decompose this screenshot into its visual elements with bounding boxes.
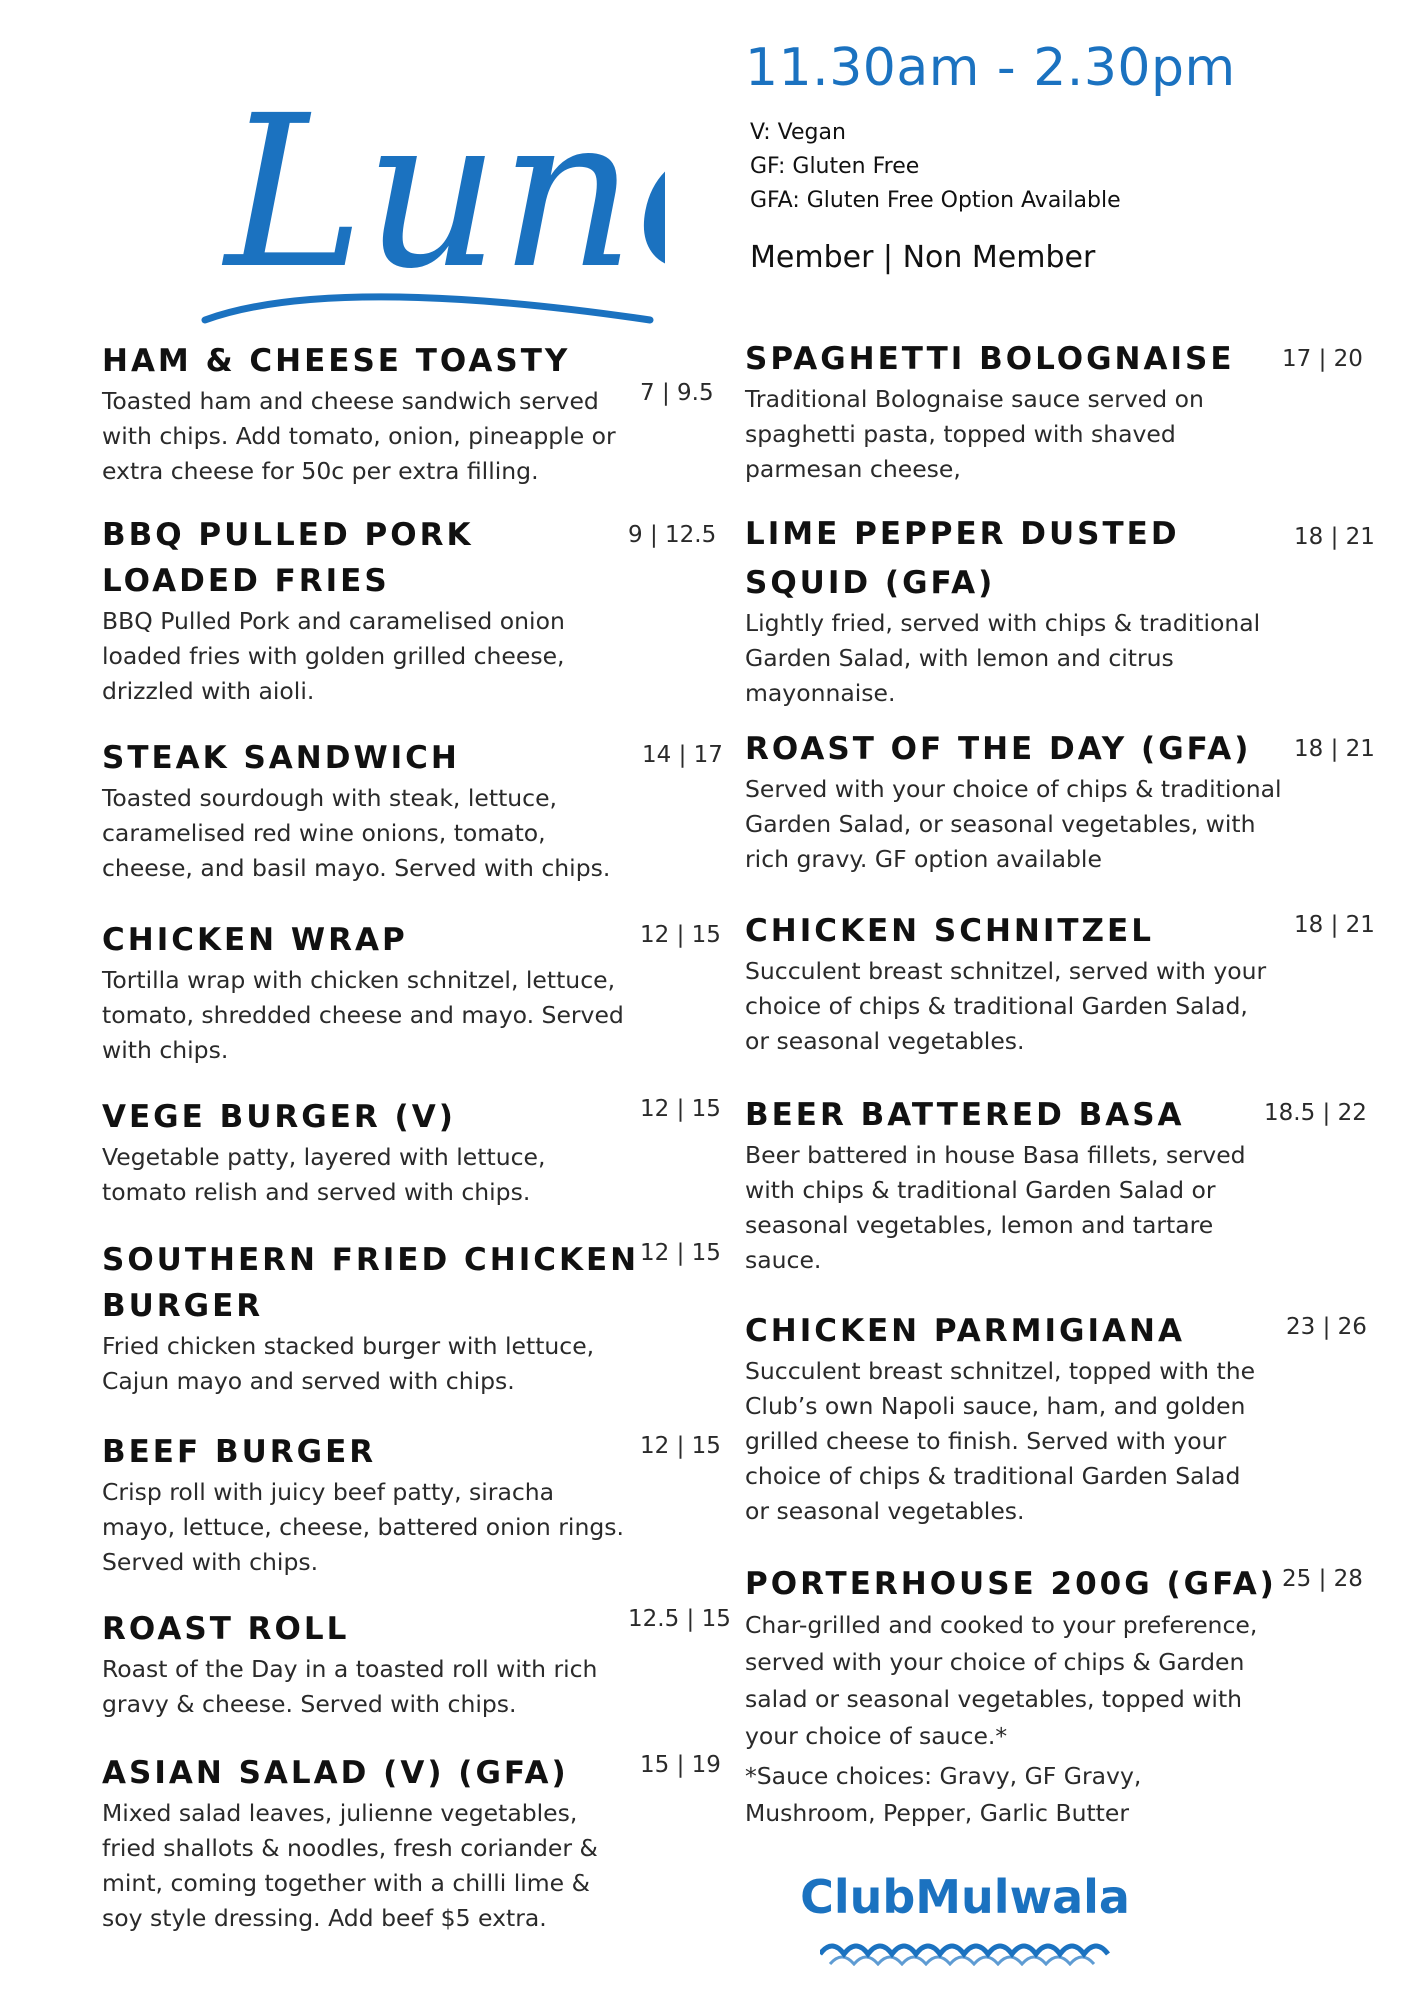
item-description: Tortilla wrap with chicken schnitzel, lettuce, tomato, shredded cheese and mayo. Served with chips. [102, 966, 624, 1064]
price-key: Member | Non Member [750, 240, 1096, 275]
menu-item-spaghetti-bolognaise [745, 336, 1325, 487]
item-price: 18 | 21 [1294, 524, 1375, 550]
menu-item-steak-sandwich [102, 735, 662, 886]
menu-item-lime-pepper-squid [745, 508, 1325, 711]
menu-item-bbq-pulled-pork [102, 512, 662, 709]
item-name: CHICKEN WRAP [102, 922, 408, 958]
item-description: Toasted ham and cheese sandwich served with chips. Add tomato, onion, pineapple or extra cheese for 50c per extra filling. [102, 387, 616, 485]
item-price: 12 | 15 [640, 1096, 721, 1122]
item-price: 12 | 15 [640, 1433, 721, 1459]
item-description: BBQ Pulled Pork and caramelised onion loaded fries with golden grilled cheese, drizzled with aioli. [102, 607, 565, 705]
item-name: PORTERHOUSE 200G (GFA) [745, 1566, 1277, 1602]
item-description: Fried chicken stacked burger with lettuce, Cajun mayo and served with chips. [102, 1332, 595, 1395]
lunch-script-title [195, 30, 665, 340]
item-description: Succulent breast schnitzel, served with your choice of chips & traditional Garden Salad, or seasonal vegetables. [745, 957, 1267, 1055]
item-name: ROAST OF THE DAY (GFA) [745, 731, 1252, 767]
lunch-title-text: Lun [225, 70, 635, 315]
item-name: VEGE BURGER (V) [102, 1099, 456, 1135]
item-name: SOUTHERN FRIED CHICKEN [102, 1242, 640, 1278]
item-name: SPAGHETTI BOLOGNAISE [745, 341, 1235, 377]
item-description: Mixed salad leaves, julienne vegetables, fried shallots & noodles, fresh coriander & mint, coming together with a chilli lime & soy style dressing. Add beef $5 extra. [102, 1799, 598, 1932]
item-name-line-2: SQUID (GFA) [745, 565, 996, 601]
menu-item-beer-battered-basa [745, 1092, 1325, 1278]
sauce-choices-note: *Sauce choices: Gravy, GF Gravy, Mushroom, Pepper, Garlic Butter [745, 1762, 1142, 1827]
item-price: 15 | 19 [640, 1752, 721, 1778]
item-price: 17 | 20 [1282, 346, 1363, 372]
menu-item-chicken-wrap [102, 917, 662, 1068]
dietary-legend [750, 116, 1121, 218]
legend-gluten-free: GF: Gluten Free [750, 154, 920, 179]
menu-item-beef-burger [102, 1429, 662, 1580]
item-description: Traditional Bolognaise sauce served on spaghetti pasta, topped with shaved parmesan cheese, [745, 385, 1204, 483]
item-price: 25 | 28 [1282, 1566, 1363, 1592]
item-price: 12 | 15 [640, 922, 721, 948]
item-description: Lightly fried, served with chips & traditional Garden Salad, with lemon and citrus mayonnaise. [745, 609, 1261, 707]
club-mulwala-logo [800, 1870, 1130, 1970]
item-description: Vegetable patty, layered with lettuce, tomato relish and served with chips. [102, 1143, 546, 1206]
menu-item-roast-roll [102, 1606, 662, 1722]
item-name: CHICKEN SCHNITZEL [745, 913, 1154, 949]
item-description: Char-grilled and cooked to your preference, served with your choice of chips & Garden salad or seasonal vegetables, topped with your choice of sauce.* [745, 1611, 1258, 1750]
legend-gluten-free-option: GFA: Gluten Free Option Available [750, 188, 1121, 213]
item-description: Roast of the Day in a toasted roll with rich gravy & cheese. Served with chips. [102, 1655, 598, 1718]
service-hours: 11.30am - 2.30pm [745, 38, 1236, 98]
item-name: BEEF BURGER [102, 1434, 377, 1470]
item-name-line-2: LOADED FRIES [102, 563, 390, 599]
item-description: Succulent breast schnitzel, topped with the Club’s own Napoli sauce, ham, and golden grilled cheese to finish. Served with your choice of chips & traditional Garden Salad or seasonal vegetables. [745, 1357, 1256, 1525]
menu-item-ham-cheese-toasty [102, 338, 662, 489]
menu-item-chicken-schnitzel [745, 908, 1325, 1059]
item-description: Crisp roll with juicy beef patty, siracha mayo, lettuce, cheese, battered onion rings. Served with chips. [102, 1478, 624, 1576]
legend-vegan: V: Vegan [750, 120, 846, 145]
item-name: BEER BATTERED BASA [745, 1097, 1185, 1133]
item-price: 23 | 26 [1286, 1314, 1367, 1340]
item-name: ASIAN SALAD (V) (GFA) [102, 1755, 569, 1791]
menu-item-porterhouse [745, 1561, 1325, 1755]
item-price: 7 | 9.5 [640, 380, 714, 406]
item-name-line-2: BURGER [102, 1288, 264, 1324]
item-description: Toasted sourdough with steak, lettuce, caramelised red wine onions, tomato, cheese, and basil mayo. Served with chips. [102, 784, 611, 882]
item-name: BBQ PULLED PORK [102, 517, 474, 553]
item-price: 12 | 15 [640, 1240, 721, 1266]
item-price: 18 | 21 [1294, 736, 1375, 762]
item-price: 18.5 | 22 [1264, 1100, 1367, 1126]
item-price: 14 | 17 [642, 742, 723, 768]
item-price: 12.5 | 15 [628, 1606, 731, 1632]
item-name: HAM & CHEESE TOASTY [102, 343, 571, 379]
logo-text: ClubMulwala [800, 1870, 1130, 1924]
item-price: 18 | 21 [1294, 912, 1375, 938]
item-price: 9 | 12.5 [628, 522, 717, 548]
item-name: STEAK SANDWICH [102, 740, 460, 776]
item-description: Beer battered in house Basa fillets, served with chips & traditional Garden Salad or seasonal vegetables, lemon and tartare sauce. [745, 1141, 1246, 1274]
menu-item-chicken-parmigiana [745, 1308, 1325, 1529]
item-name: CHICKEN PARMIGIANA [745, 1313, 1185, 1349]
item-name: LIME PEPPER DUSTED [745, 516, 1180, 552]
menu-item-roast-of-the-day [745, 726, 1325, 877]
item-name: ROAST ROLL [102, 1611, 350, 1647]
menu-item-southern-fried-chicken-burger [102, 1237, 662, 1399]
wave-icon [820, 1932, 1110, 1966]
menu-item-vege-burger [102, 1094, 662, 1210]
lunch-script-graphic [195, 30, 665, 340]
item-description: Served with your choice of chips & traditional Garden Salad, or seasonal vegetables, with rich gravy. GF option available [745, 775, 1282, 873]
menu-item-asian-salad [102, 1750, 662, 1936]
